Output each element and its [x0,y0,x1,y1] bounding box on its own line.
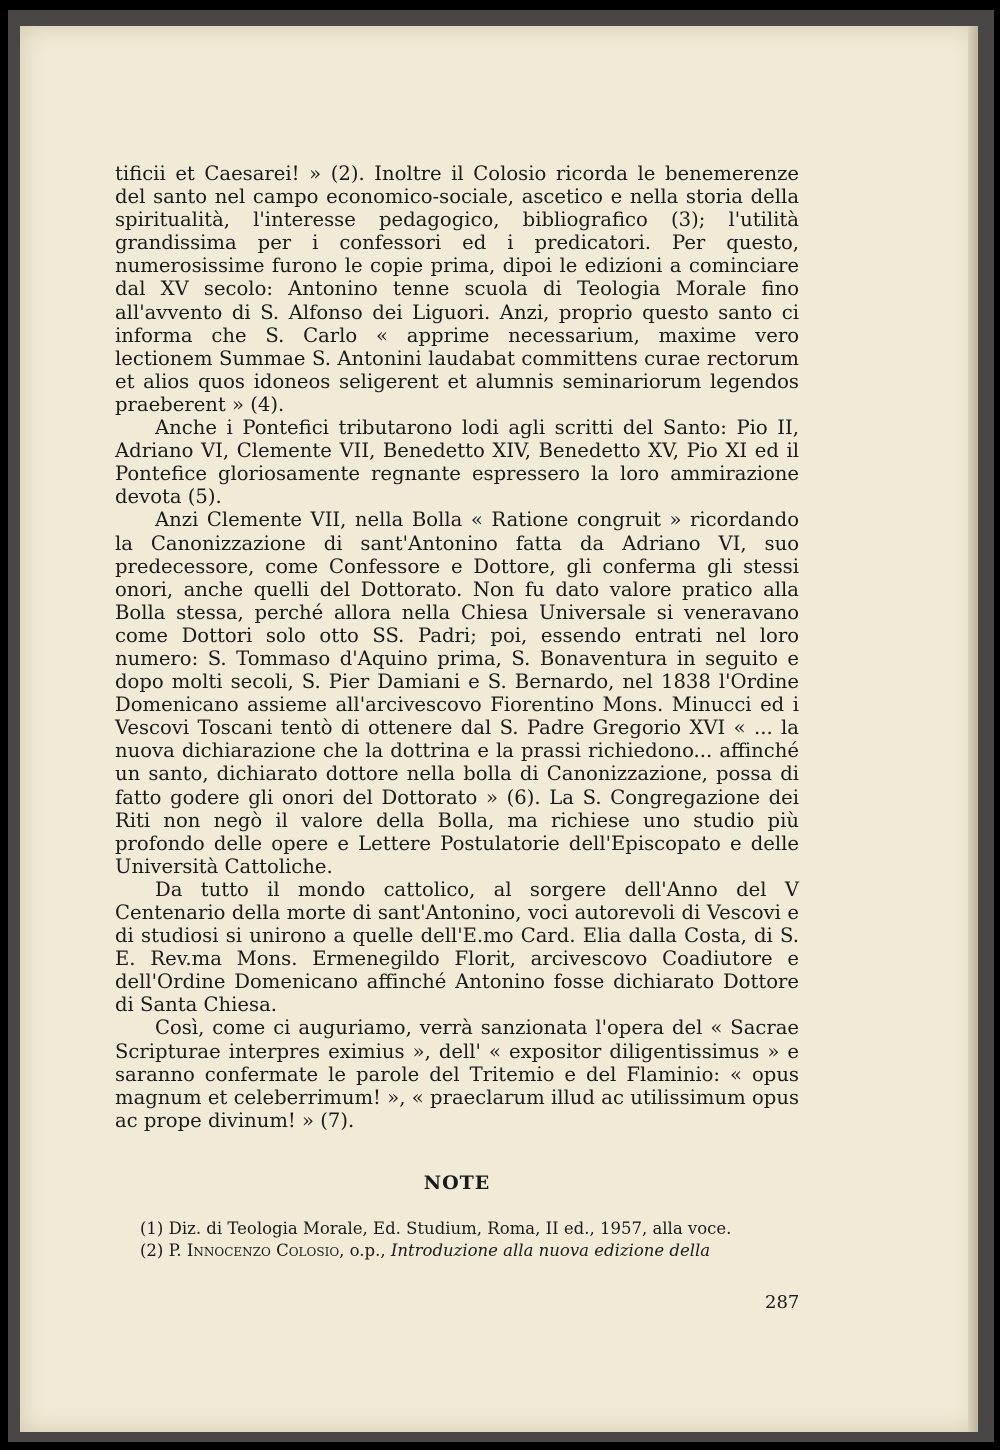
paragraph-4: Da tutto il mondo cattolico, al sorgere dell'Anno del V Centenario della morte di sant'Antonino, voci autorevoli di Vescovi e di studiosi si unirono a quelle dell'E.mo Card. Elia dalla Costa, di S. E. Rev.ma Mons. Ermenegildo Florit, arcivescovo Coadiutore e dell'Ordine Domenicano affinché Antonino fosse dichiarato Dottore di Santa Chiesa. [115,877,799,1017]
footnote-1: (1) Diz. di Teologia Morale, Ed. Studium, Roma, II ed., 1957, alla voce. [140,1219,732,1238]
footnote-2-title: Introduzione alla nuova edizione della [390,1241,711,1260]
paragraph-1: tificii et Caesarei! » (2). Inoltre il Colosio ricorda le benemerenze del santo nel campo economico-sociale, ascetico e nella storia della spiritualità, l'interesse pedagogico, bibliografico (3); l'utilità grandissima per i confessori ed i predicatori. Per questo, numerosissime furono le copie prima, dipoi le edizioni a cominciare dal XV secolo: Antonino tenne scuola di Teologia Morale fino all'avvento di S. Alfonso dei Liguori. Anzi, proprio questo santo ci informa che S. Carlo « apprime necessarium, maxime vero lectionem Summae S. Antonini laudabat committens curae rectorum et alios quos idoneos seligerent et alumnis seminariorum legendos praeberent » (4). [115,162,799,416]
footnote-2-order: , o.p., [339,1241,386,1260]
body-text [115,162,799,1132]
paragraph-2: Anche i Pontefici tributarono lodi agli scritti del Santo: Pio II, Adriano VI, Clemente VII, Benedetto XIV, Benedetto XV, Pio XI ed il Pontefice gloriosamente regnante espressero la loro ammirazione devota (5). [115,416,799,509]
page-edge-stack [968,26,978,1432]
footnotes [140,1218,800,1262]
paragraph-3: Anzi Clemente VII, nella Bolla « Ratione congruit » ricordando la Canonizzazione di sant'Antonino fatta da Adriano VI, suo predecessore, come Confessore e Dottore, gli conferma gli stessi onori, anche quelli del Dottorato. Non fu dato valore pratico alla Bolla stessa, perché allora nella Chiesa Universale si veneravano come Dottori solo otto SS. Padri; poi, essendo entrati nel loro numero: S. Tommaso d'Aquino prima, S. Bonaventura in seguito e dopo molti secoli, S. Pier Damiani e S. Bernardo, nel 1838 l'Ordine Domenicano assieme all'arcivescovo Fiorentino Mons. Minucci ed i Vescovi Toscani tentò di ottenere dal S. Padre Gregorio XVI « ... la nuova dichiarazione che la dottrina e la prassi richiedono... affinché un santo, dichiarato dottore nella bolla di Canonizzazione, possa di fatto godere gli onori del Dottorato » (6). La S. Congregazione dei Riti non negò il valore della Bolla, ma richiese uno studio più profondo delle opere e Lettere Postulatorie dell'Episcopato e delle Università Cattoliche. [115,508,799,878]
page-number: 287 [765,1292,800,1313]
footnote-2-number: (2) P. [140,1241,182,1260]
paragraph-5: Così, come ci auguriamo, verrà sanzionata l'opera del « Sacrae Scripturae interpres eximius », dell' « expositor diligentissimus » e saranno confermate le parole del Tritemio e del Flaminio: « opus magnum et celeberrimum! », « praeclarum illud ac utilissimum opus ac prope divinum! » (7). [115,1016,799,1132]
notes-heading: NOTE [423,1172,491,1194]
footnote-2-author: Innocenzo Colosio [186,1241,340,1260]
footnote-2 [140,1240,800,1262]
